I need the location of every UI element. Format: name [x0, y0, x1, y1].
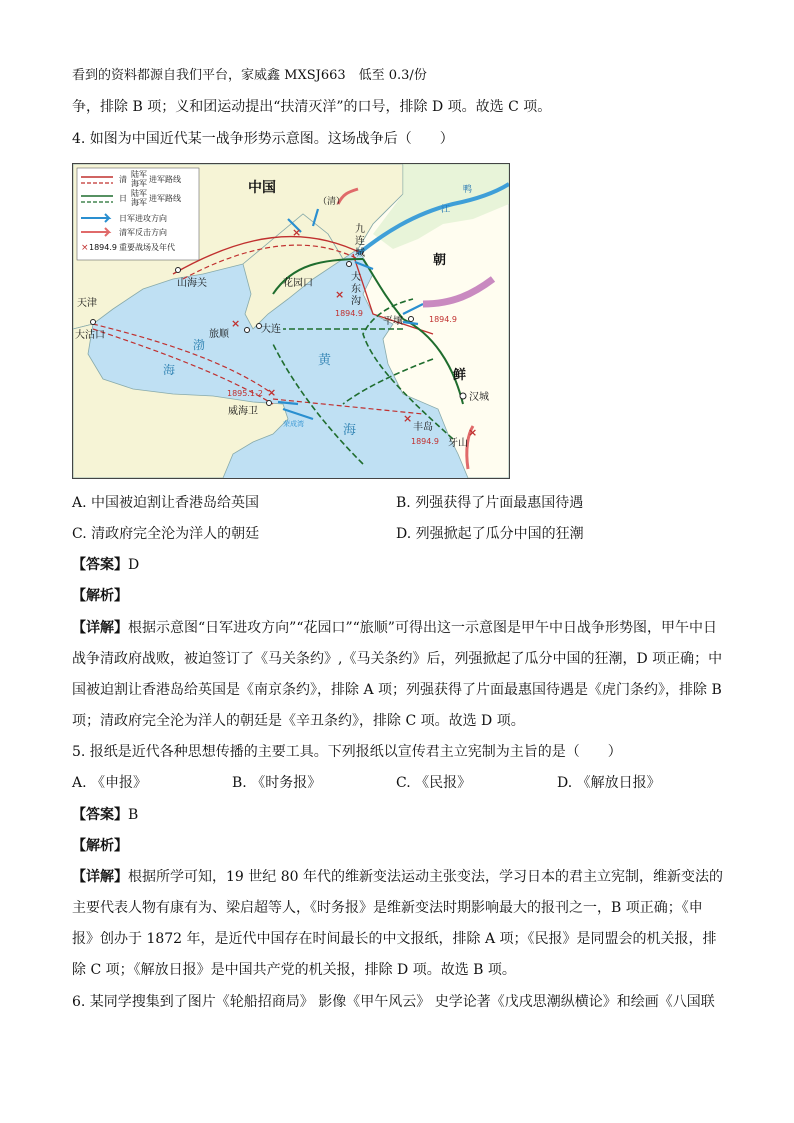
q4-option-b: B. 列强获得了片面最惠国待遇 — [396, 495, 584, 511]
city-lushun — [245, 328, 250, 333]
battle-mark-5: × — [403, 412, 413, 425]
label-dong: 东 — [351, 284, 361, 295]
label-huang-hai: 海 — [343, 423, 357, 438]
q5-option-b: B. 《时务报》 — [232, 775, 322, 791]
q5-detail-text-1: 根据所学可知，19 世纪 80 年代的维新变法运动主张变法，学习日本的君主立宪制，维新变法的 — [128, 869, 723, 885]
label-huang: 黄 — [318, 353, 332, 368]
q5-answer — [72, 805, 138, 825]
city-weihaiwei — [267, 401, 272, 406]
label-dagukou: 大沽口 — [75, 330, 105, 341]
q5-detail-line-3: 报》创办于 1872 年，是近代中国存在时间最长的中文报纸，排除 A 项；《民报》是同盟会的机关报，排 — [72, 931, 717, 947]
label-date-fengdao: 1894.9 — [411, 437, 439, 446]
q4-option-a: A. 中国被迫割让香港岛给英国 — [72, 495, 260, 511]
battle-mark-1: × — [292, 226, 302, 239]
legend-battle-date: 1894.9 — [89, 243, 117, 252]
label-date-dadonggou: 1894.9 — [335, 309, 363, 318]
label-gou: 沟 — [351, 296, 361, 307]
legend-navy-1: 海军 — [131, 179, 147, 188]
label-yashan: 牙山 — [448, 438, 468, 449]
q4-detail-line-2: 战争清政府战败，被迫签订了《马关条约》,《马关条约》后，列强掀起了瓜分中国的狂潮，D 项正确；中 — [72, 651, 723, 667]
label-da: 大 — [351, 272, 361, 283]
battle-mark-4: × — [267, 386, 277, 399]
label-pingrang: 平壤 — [383, 316, 403, 327]
label-lushun: 旅顺 — [209, 329, 229, 340]
q4-option-c: C. 清政府完全沦为洋人的朝廷 — [72, 526, 260, 542]
label-bo-hai: 海 — [163, 363, 176, 377]
q5-answer-value: B — [128, 807, 139, 823]
label-bo: 渤 — [193, 338, 206, 352]
label-yalu: 鸭 — [463, 185, 473, 195]
legend-japan: 日 — [119, 194, 127, 203]
label-river: 江 — [441, 205, 451, 215]
q5-option-d: D. 《解放日报》 — [557, 775, 661, 791]
label-weihaiwei: 威海卫 — [228, 406, 258, 417]
q5-stem: 5. 报纸是近代各种思想传播的主要工具。下列报纸以宣传君主立宪制为主旨的是（ ） — [72, 744, 622, 760]
city-pingrang — [409, 317, 414, 322]
prev-answer-tail: 争，排除 B 项；义和团运动提出“扶清灭洋”的口号，排除 D 项。故选 C 项。 — [72, 99, 552, 115]
city-shanhaiguan — [176, 268, 181, 273]
q5-detail-tag: 【详解】 — [72, 869, 128, 885]
label-chao: 朝 — [433, 253, 447, 268]
battle-mark-6: × — [468, 426, 478, 439]
q4-detail-line-4: 项；清政府完全沦为洋人的朝廷是《辛丑条约》，排除 C 项。故选 D 项。 — [72, 713, 525, 729]
legend-japan-attack: 日军进攻方向 — [119, 214, 167, 223]
q4-detail-line-3: 国被迫割让香港岛给英国是《南京条约》，排除 A 项；列强获得了片面最惠国待遇是《虎门条约》，排除 B — [72, 682, 722, 698]
label-tianjin: 天津 — [77, 298, 97, 309]
q5-analysis-tag: 【解析】 — [72, 838, 128, 854]
q5-detail-line-2: 主要代表人物有康有为、梁启超等人，《时务报》是维新变法时期影响最大的报刊之一，B 项正确；《申 — [72, 900, 703, 916]
q5-detail-line-1 — [72, 867, 723, 887]
label-fengdao: 丰岛 — [413, 422, 433, 433]
legend-battle-mark: × — [81, 243, 89, 253]
q5-detail-line-4: 除 C 项；《解放日报》是中国共产党的机关报，排除 D 项。故选 B 项。 — [72, 962, 516, 978]
legend-army-2: 陆军 — [131, 189, 147, 198]
battle-mark-2: × — [335, 288, 345, 301]
q5-option-c: C. 《民报》 — [396, 775, 472, 791]
q4-answer-value: D — [128, 557, 140, 573]
label-dalian: 大连 — [261, 324, 281, 335]
label-rongcheng: 荣成湾 — [283, 420, 304, 428]
label-date-weihaiwei: 1895.1-2 — [227, 389, 263, 398]
city-dagukou — [91, 320, 96, 325]
label-huayuankou: 花园口 — [283, 278, 313, 289]
q5-answer-tag: 【答案】 — [72, 807, 128, 823]
label-date-pingrang: 1894.9 — [429, 315, 457, 324]
label-jiu: 九 — [355, 224, 365, 235]
label-hancheng: 汉城 — [469, 392, 489, 403]
legend-army-1: 陆军 — [131, 170, 147, 179]
legend-battle: 重要战场及年代 — [119, 243, 175, 252]
q5-option-a: A. 《申报》 — [72, 775, 148, 791]
q4-detail-line-1 — [72, 618, 717, 638]
city-hancheng — [460, 393, 466, 399]
header-ad: 看到的资料都源自我们平台，家威鑫 MXSJ663 低至 0.3/份 — [72, 68, 427, 83]
label-cheng: 城 — [355, 248, 365, 259]
legend-route-1: 进军路线 — [149, 175, 181, 184]
legend-qing-counter: 清军反击方向 — [119, 228, 167, 237]
battle-mark-3: × — [231, 317, 241, 330]
war-situation-map — [72, 163, 510, 479]
legend-route-2: 进军路线 — [149, 194, 181, 203]
label-lian: 连 — [355, 236, 365, 247]
q6-stem: 6. 某同学搜集到了图片《轮船招商局》 影像《甲午风云》 史学论著《戊戌思潮纵横论》和绘画《八国联 — [72, 994, 715, 1010]
city-jiuliancheng — [347, 262, 352, 267]
legend-navy-2: 海军 — [131, 198, 147, 207]
q4-answer-tag: 【答案】 — [72, 557, 128, 573]
q4-detail-tag: 【详解】 — [72, 620, 128, 636]
legend-qing: 清 — [119, 175, 127, 184]
label-xian: 鲜 — [453, 368, 467, 383]
label-qing: （清） — [318, 197, 346, 207]
q4-analysis-tag: 【解析】 — [72, 588, 128, 604]
q4-option-d: D. 列强掀起了瓜分中国的狂潮 — [396, 526, 584, 542]
q4-answer — [72, 555, 139, 575]
q4-detail-text-1: 根据示意图“日军进攻方向”“花园口”“旅顺”可得出这一示意图是甲午中日战争形势图，甲午中日 — [128, 620, 717, 636]
label-china: 中国 — [248, 180, 276, 196]
label-shanhaiguan: 山海关 — [177, 278, 207, 289]
q4-stem: 4. 如图为中国近代某一战争形势示意图。这场战争后（ ） — [72, 131, 454, 147]
